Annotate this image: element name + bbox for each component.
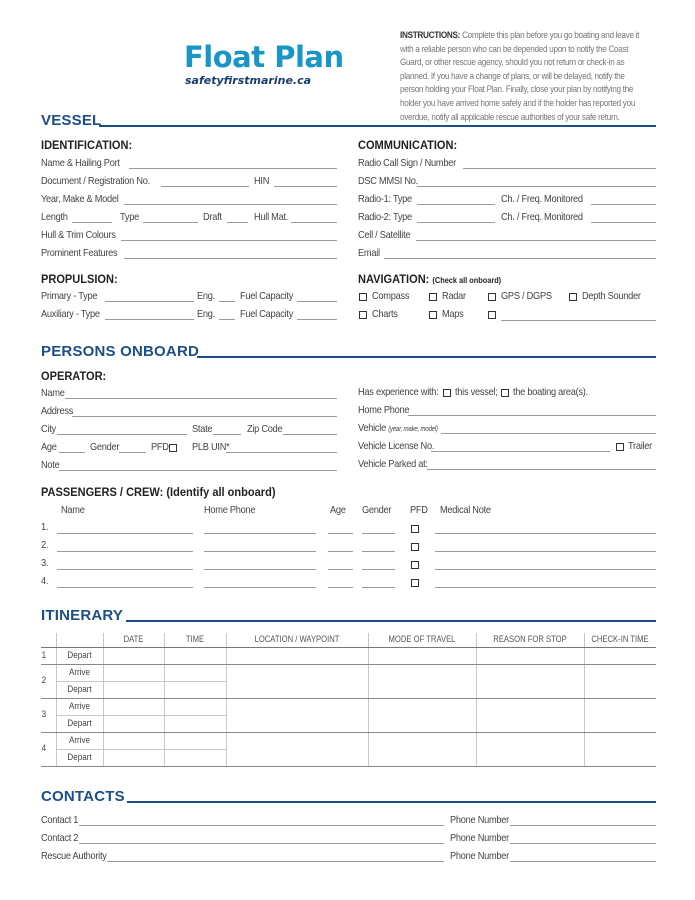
maps-checkbox[interactable] bbox=[429, 311, 437, 319]
hull-trim-colours-label: Hull & Trim Colours bbox=[41, 229, 116, 241]
document-registration-label: Document / Registration No. bbox=[41, 175, 150, 187]
gps-label: GPS / DGPS bbox=[501, 290, 552, 302]
itinerary-location-cell[interactable] bbox=[226, 698, 368, 732]
contact-phone-label: Phone Number bbox=[450, 814, 509, 826]
dsc-mmsi-field[interactable] bbox=[417, 186, 656, 187]
stop-leg-label: Arrive bbox=[68, 667, 91, 678]
operator-note-label: Note bbox=[41, 459, 60, 471]
passenger-medical-note-field[interactable] bbox=[435, 569, 656, 570]
primary-eng-field[interactable] bbox=[219, 301, 235, 302]
home-phone-label: Home Phone bbox=[358, 404, 410, 416]
operator-address-label: Address bbox=[41, 405, 74, 417]
passenger-gender-field[interactable] bbox=[362, 533, 395, 534]
passenger-age-field[interactable] bbox=[328, 551, 353, 552]
passenger-number: 2. bbox=[41, 539, 49, 551]
passenger-pfd-checkbox[interactable] bbox=[411, 525, 419, 533]
auxiliary-fuel-capacity-field[interactable] bbox=[297, 319, 337, 320]
itinerary-column-header: LOCATION / WAYPOINT bbox=[254, 634, 340, 644]
radio1-ch-freq-label: Ch. / Freq. Monitored bbox=[501, 193, 583, 205]
radio2-ch-freq-field[interactable] bbox=[591, 222, 656, 223]
section-title-vessel: VESSEL bbox=[41, 112, 102, 129]
stop-number: 2 bbox=[41, 675, 47, 686]
auxiliary-type-label: Auxiliary - Type bbox=[41, 308, 100, 320]
stop-number: 4 bbox=[41, 743, 47, 754]
passenger-phone-field[interactable] bbox=[204, 551, 316, 552]
draft-label: Draft bbox=[203, 211, 222, 223]
year-make-model-field[interactable] bbox=[124, 204, 337, 205]
name-hailing-port-label: Name & Hailing Port bbox=[41, 157, 120, 169]
stop-leg-label: Arrive bbox=[68, 735, 91, 746]
table-row-rule bbox=[56, 715, 226, 716]
passenger-pfd-checkbox[interactable] bbox=[411, 579, 419, 587]
itinerary-date-cell[interactable] bbox=[103, 681, 164, 698]
vehicle-parked-field[interactable] bbox=[427, 469, 656, 470]
home-phone-field[interactable] bbox=[408, 415, 656, 416]
gps-checkbox[interactable] bbox=[488, 293, 496, 301]
charts-checkbox[interactable] bbox=[359, 311, 367, 319]
hin-field[interactable] bbox=[274, 186, 337, 187]
itinerary-time-cell[interactable] bbox=[164, 715, 226, 732]
passenger-phone-field[interactable] bbox=[204, 533, 316, 534]
passenger-gender-field[interactable] bbox=[362, 587, 395, 588]
passenger-col-home-phone: Home Phone bbox=[204, 504, 256, 516]
website-link[interactable]: safetyfirstmarine.ca bbox=[185, 74, 312, 87]
table-row-rule bbox=[56, 749, 226, 750]
itinerary-date-cell[interactable] bbox=[103, 732, 164, 749]
operator-name-label: Name bbox=[41, 387, 65, 399]
section-rule bbox=[99, 125, 656, 127]
passenger-age-field[interactable] bbox=[328, 587, 353, 588]
itinerary-time-cell[interactable] bbox=[164, 647, 226, 664]
maps-label: Maps bbox=[442, 308, 464, 320]
hull-material-label: Hull Mat. bbox=[254, 211, 289, 223]
passengers-title: PASSENGERS / CREW: (Identify all onboard) bbox=[41, 485, 276, 499]
navigation-title bbox=[358, 272, 501, 286]
contact-phone-label: Phone Number bbox=[450, 850, 509, 862]
operator-note-field[interactable] bbox=[59, 470, 337, 471]
passenger-medical-note-field[interactable] bbox=[435, 533, 656, 534]
contact-name-field[interactable] bbox=[79, 843, 444, 844]
itinerary-time-cell[interactable] bbox=[164, 749, 226, 766]
passenger-number: 3. bbox=[41, 557, 49, 569]
operator-state-field[interactable] bbox=[213, 434, 241, 435]
vehicle-license-label: Vehicle License No. bbox=[358, 440, 435, 452]
document-registration-field[interactable] bbox=[161, 186, 249, 187]
stop-number: 3 bbox=[41, 709, 47, 720]
passenger-age-field[interactable] bbox=[328, 533, 353, 534]
itinerary-checkin-cell[interactable] bbox=[584, 647, 656, 664]
stop-leg-label: Depart bbox=[67, 684, 92, 695]
contact-label: Rescue Authority bbox=[41, 850, 107, 862]
section-rule bbox=[127, 801, 656, 803]
hull-material-field[interactable] bbox=[291, 222, 337, 223]
itinerary-checkin-cell[interactable] bbox=[584, 698, 656, 732]
radio-call-sign-label: Radio Call Sign / Number bbox=[358, 157, 456, 169]
itinerary-time-cell[interactable] bbox=[164, 698, 226, 715]
itinerary-time-cell[interactable] bbox=[164, 681, 226, 698]
operator-plb-label: PLB UIN* bbox=[192, 441, 230, 453]
vehicle-label bbox=[358, 422, 438, 434]
trailer-label: Trailer bbox=[628, 440, 652, 452]
primary-type-field[interactable] bbox=[105, 301, 194, 302]
table-stop-rule bbox=[41, 766, 656, 767]
passenger-gender-field[interactable] bbox=[362, 551, 395, 552]
compass-checkbox[interactable] bbox=[359, 293, 367, 301]
passenger-name-field[interactable] bbox=[57, 569, 193, 570]
stop-leg-label: Depart bbox=[67, 718, 92, 729]
auxiliary-eng-field[interactable] bbox=[219, 319, 235, 320]
radio2-type-label: Radio-2: Type bbox=[358, 211, 412, 223]
dsc-mmsi-label: DSC MMSI No. bbox=[358, 175, 418, 187]
radio1-type-label: Radio-1: Type bbox=[358, 193, 412, 205]
radio-call-sign-field[interactable] bbox=[463, 168, 656, 169]
itinerary-date-cell[interactable] bbox=[103, 749, 164, 766]
name-hailing-port-field[interactable] bbox=[129, 168, 337, 169]
primary-fuel-capacity-field[interactable] bbox=[297, 301, 337, 302]
table-row-rule bbox=[56, 681, 226, 682]
itinerary-time-cell[interactable] bbox=[164, 664, 226, 681]
operator-title: OPERATOR: bbox=[41, 369, 107, 383]
hin-label: HIN bbox=[254, 175, 270, 187]
compass-label: Compass bbox=[372, 290, 410, 302]
section-title-itinerary: ITINERARY bbox=[41, 607, 124, 624]
operator-name-field[interactable] bbox=[65, 398, 337, 399]
prominent-features-field[interactable] bbox=[124, 258, 337, 259]
radio2-ch-freq-label: Ch. / Freq. Monitored bbox=[501, 211, 583, 223]
primary-fuel-capacity-label: Fuel Capacity bbox=[240, 290, 294, 302]
itinerary-column-header: DATE bbox=[123, 634, 144, 644]
charts-label: Charts bbox=[372, 308, 398, 320]
passenger-age-field[interactable] bbox=[328, 569, 353, 570]
passenger-col-gender: Gender bbox=[362, 504, 392, 516]
prominent-features-label: Prominent Features bbox=[41, 247, 118, 259]
passenger-name-field[interactable] bbox=[57, 533, 193, 534]
itinerary-mode-cell[interactable] bbox=[368, 647, 476, 664]
operator-gender-field[interactable] bbox=[119, 452, 146, 453]
instructions-text: Complete this plan before you go boating and leave it with a reliable person who can be depended upon to notify the Coast Guard, or other rescue agency, should you not return or check-in as planned. If you have a change of plans, or will be delayed, notify the person holding your Float Plan. Finally, close your plan by notifying the holder you have arrived home safely and if the holder has reported you overdue, notify all applicable rescue authorities of your safe return. bbox=[400, 30, 640, 123]
other-nav-checkbox[interactable] bbox=[488, 311, 496, 319]
contact-label: Contact 1 bbox=[41, 814, 79, 826]
itinerary-location-cell[interactable] bbox=[226, 647, 368, 664]
contact-phone-field[interactable] bbox=[510, 843, 656, 844]
stop-leg-label: Depart bbox=[67, 650, 92, 661]
itinerary-column-header: MODE OF TRAVEL bbox=[388, 634, 456, 644]
itinerary-reason-cell[interactable] bbox=[476, 732, 584, 766]
cell-satellite-field[interactable] bbox=[416, 240, 656, 241]
section-title-contacts: CONTACTS bbox=[41, 788, 125, 805]
operator-city-label: City bbox=[41, 423, 56, 435]
depth-sounder-label: Depth Sounder bbox=[582, 290, 641, 302]
section-title-persons: PERSONS ONBOARD bbox=[41, 343, 200, 360]
this-vessel-label: this vessel; bbox=[455, 386, 498, 398]
itinerary-mode-cell[interactable] bbox=[368, 698, 476, 732]
operator-gender-label: Gender bbox=[90, 441, 120, 453]
itinerary-date-cell[interactable] bbox=[103, 715, 164, 732]
itinerary-reason-cell[interactable] bbox=[476, 664, 584, 698]
itinerary-column-header: CHECK-IN TIME bbox=[591, 634, 649, 644]
passenger-col-medical-note: Medical Note bbox=[440, 504, 491, 516]
radio2-type-field[interactable] bbox=[417, 222, 495, 223]
experience-label: Has experience with: bbox=[358, 386, 439, 398]
passenger-col-pfd: PFD bbox=[410, 504, 428, 516]
passenger-col-age: Age bbox=[330, 504, 346, 516]
communication-title: COMMUNICATION: bbox=[358, 138, 458, 152]
itinerary-mode-cell[interactable] bbox=[368, 664, 476, 698]
passenger-pfd-checkbox[interactable] bbox=[411, 543, 419, 551]
length-field[interactable] bbox=[72, 222, 112, 223]
operator-plb-field[interactable] bbox=[226, 452, 337, 453]
instructions-label: INSTRUCTIONS: bbox=[400, 30, 461, 41]
table-column-divider bbox=[56, 633, 57, 766]
email-field[interactable] bbox=[384, 258, 656, 259]
itinerary-column-header: TIME bbox=[185, 634, 205, 644]
passenger-phone-field[interactable] bbox=[204, 587, 316, 588]
operator-pfd-label: PFD bbox=[151, 441, 169, 453]
length-label: Length bbox=[41, 211, 68, 223]
passenger-name-field[interactable] bbox=[57, 551, 193, 552]
operator-address-field[interactable] bbox=[72, 416, 337, 417]
itinerary-location-cell[interactable] bbox=[226, 732, 368, 766]
trailer-checkbox[interactable] bbox=[616, 443, 624, 451]
auxiliary-eng-label: Eng. bbox=[197, 308, 215, 320]
operator-age-field[interactable] bbox=[59, 452, 85, 453]
radio1-ch-freq-field[interactable] bbox=[591, 204, 656, 205]
type-label: Type bbox=[120, 211, 139, 223]
depth-sounder-checkbox[interactable] bbox=[569, 293, 577, 301]
contact-phone-field[interactable] bbox=[510, 825, 656, 826]
itinerary-reason-cell[interactable] bbox=[476, 647, 584, 664]
page-title: Float Plan bbox=[184, 40, 344, 74]
operator-state-label: State bbox=[192, 423, 213, 435]
auxiliary-fuel-capacity-label: Fuel Capacity bbox=[240, 308, 294, 320]
itinerary-time-cell[interactable] bbox=[164, 732, 226, 749]
passenger-medical-note-field[interactable] bbox=[435, 551, 656, 552]
passenger-name-field[interactable] bbox=[57, 587, 193, 588]
section-rule bbox=[126, 620, 656, 622]
radar-label: Radar bbox=[442, 290, 466, 302]
auxiliary-type-field[interactable] bbox=[105, 319, 194, 320]
itinerary-checkin-cell[interactable] bbox=[584, 664, 656, 698]
boating-area-label: the boating area(s). bbox=[513, 386, 588, 398]
navigation-title-text: NAVIGATION: bbox=[358, 272, 430, 286]
itinerary-location-cell[interactable] bbox=[226, 664, 368, 698]
vehicle-hint: (year, make, model) bbox=[388, 426, 438, 433]
cell-satellite-label: Cell / Satellite bbox=[358, 229, 411, 241]
email-label: Email bbox=[358, 247, 380, 259]
passenger-phone-field[interactable] bbox=[204, 569, 316, 570]
itinerary-checkin-cell[interactable] bbox=[584, 732, 656, 766]
passenger-gender-field[interactable] bbox=[362, 569, 395, 570]
primary-eng-label: Eng. bbox=[197, 290, 215, 302]
itinerary-mode-cell[interactable] bbox=[368, 732, 476, 766]
draft-field[interactable] bbox=[227, 222, 248, 223]
vehicle-license-field[interactable] bbox=[431, 451, 610, 452]
operator-city-field[interactable] bbox=[57, 434, 187, 435]
passenger-pfd-checkbox[interactable] bbox=[411, 561, 419, 569]
year-make-model-label: Year, Make & Model bbox=[41, 193, 119, 205]
radar-checkbox[interactable] bbox=[429, 293, 437, 301]
contact-name-field[interactable] bbox=[107, 861, 444, 862]
section-rule bbox=[197, 356, 656, 358]
contact-phone-label: Phone Number bbox=[450, 832, 509, 844]
itinerary-date-cell[interactable] bbox=[103, 664, 164, 681]
contact-name-field[interactable] bbox=[79, 825, 444, 826]
itinerary-date-cell[interactable] bbox=[103, 698, 164, 715]
itinerary-reason-cell[interactable] bbox=[476, 698, 584, 732]
this-vessel-checkbox[interactable] bbox=[443, 389, 451, 397]
other-nav-field[interactable] bbox=[501, 320, 656, 321]
stop-leg-label: Depart bbox=[67, 752, 92, 763]
passenger-medical-note-field[interactable] bbox=[435, 587, 656, 588]
navigation-note: (Check all onboard) bbox=[432, 276, 502, 285]
vehicle-field[interactable] bbox=[441, 433, 656, 434]
stop-number: 1 bbox=[41, 649, 47, 661]
vehicle-parked-label: Vehicle Parked at: bbox=[358, 458, 428, 470]
identification-title: IDENTIFICATION: bbox=[41, 138, 133, 152]
instructions bbox=[400, 29, 649, 124]
contact-phone-field[interactable] bbox=[510, 861, 656, 862]
passenger-number: 1. bbox=[41, 521, 49, 533]
boating-area-checkbox[interactable] bbox=[501, 389, 509, 397]
primary-type-label: Primary - Type bbox=[41, 290, 98, 302]
stop-leg-label: Arrive bbox=[68, 701, 91, 712]
hull-trim-colours-field[interactable] bbox=[121, 240, 337, 241]
itinerary-column-header: REASON FOR STOP bbox=[493, 634, 567, 644]
vehicle-label-text: Vehicle bbox=[358, 422, 386, 434]
itinerary-date-cell[interactable] bbox=[103, 647, 164, 664]
operator-age-label: Age bbox=[41, 441, 57, 453]
operator-zip-label: Zip Code bbox=[247, 423, 283, 435]
passenger-col-name: Name bbox=[61, 504, 85, 516]
operator-zip-field[interactable] bbox=[283, 434, 337, 435]
radio1-type-field[interactable] bbox=[417, 204, 495, 205]
operator-pfd-checkbox[interactable] bbox=[169, 444, 177, 452]
type-field[interactable] bbox=[143, 222, 198, 223]
propulsion-title: PROPULSION: bbox=[41, 272, 118, 286]
passenger-number: 4. bbox=[41, 575, 49, 587]
contact-label: Contact 2 bbox=[41, 832, 79, 844]
